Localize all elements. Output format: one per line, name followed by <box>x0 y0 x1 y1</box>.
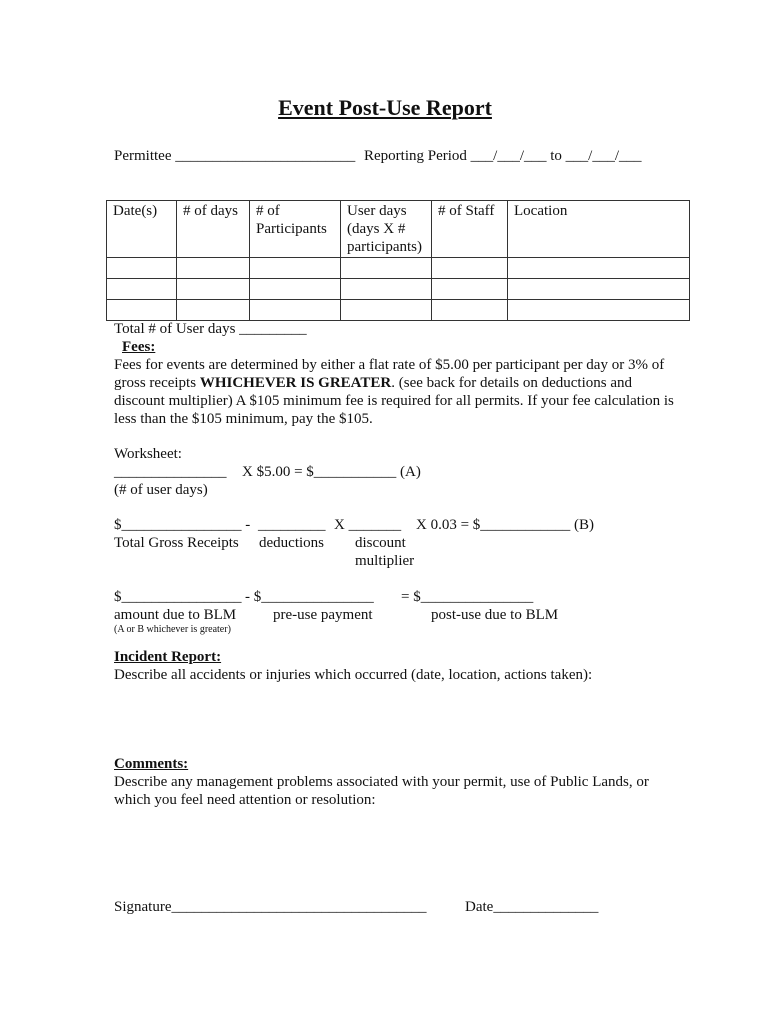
table-cell[interactable] <box>107 258 177 279</box>
comments-response-area[interactable] <box>114 812 674 892</box>
header-participants: # of Participants <box>250 201 341 258</box>
header-dates: Date(s) <box>107 201 177 258</box>
permittee-field[interactable]: Permittee ________________________ <box>114 148 356 164</box>
gross-receipts-input[interactable]: $________________ - <box>114 517 251 533</box>
fees-paragraph: Fees for events are determined by either a flat rate of $5.00 per participant per day or 3% of gross receipts WHICHEVER IS GREATER. (see back for details on deductions and discount multiplier) A $105 minimum fee is required for all permits. If your fee calculation is less than the $105 minimum, pay the $105. <box>114 357 674 427</box>
header-location: Location <box>508 201 690 258</box>
fees-heading: Fees: <box>122 339 156 355</box>
table-cell[interactable] <box>341 258 432 279</box>
table-cell[interactable] <box>508 279 690 300</box>
table-cell[interactable] <box>508 258 690 279</box>
table-row[interactable] <box>107 279 690 300</box>
table-cell[interactable] <box>177 279 250 300</box>
table-cell[interactable] <box>508 300 690 321</box>
incident-heading: Incident Report: <box>114 649 222 665</box>
amount-due-input[interactable]: $________________ <box>114 589 242 605</box>
multiplier-label: multiplier <box>355 553 415 569</box>
deductions-label: deductions <box>259 535 324 551</box>
comments-description: Describe any management problems associated with your permit, use of Public Lands, or which you feel need attention or resolution: <box>114 774 649 808</box>
table-cell[interactable] <box>432 300 508 321</box>
table-cell[interactable] <box>177 300 250 321</box>
line-a-calculation[interactable]: X $5.00 = $___________ (A) <box>242 464 421 480</box>
table-row[interactable] <box>107 300 690 321</box>
incident-response-area[interactable] <box>114 686 674 746</box>
amount-due-label: amount due to BLM <box>114 607 237 623</box>
line-b-calculation[interactable]: X 0.03 = $____________ (B) <box>416 517 595 533</box>
table-cell[interactable] <box>107 279 177 300</box>
total-user-days-field[interactable]: Total # of User days _________ <box>114 321 307 337</box>
gross-receipts-label: Total Gross Receipts <box>114 535 239 551</box>
table-cell[interactable] <box>177 258 250 279</box>
discount-multiplier-input[interactable]: X _______ <box>334 517 402 533</box>
header-staff: # of Staff <box>432 201 508 258</box>
discount-label: discount <box>355 535 406 551</box>
table-cell[interactable] <box>250 258 341 279</box>
user-days-label: (# of user days) <box>114 482 208 498</box>
table-cell[interactable] <box>250 279 341 300</box>
incident-description: Describe all accidents or injuries which occurred (date, location, actions taken): <box>114 667 593 683</box>
header-num-days: # of days <box>177 201 250 258</box>
user-days-table <box>106 200 690 321</box>
user-days-input[interactable]: _______________ <box>114 464 227 480</box>
post-use-label: post-use due to BLM <box>431 607 559 623</box>
date-field[interactable]: Date______________ <box>465 899 599 915</box>
table-cell[interactable] <box>107 300 177 321</box>
page-title: Event Post-Use Report <box>278 95 492 120</box>
worksheet-label: Worksheet: <box>114 446 182 462</box>
header-user-days: User days (days X # participants) <box>341 201 432 258</box>
table-cell[interactable] <box>432 279 508 300</box>
reporting-period-field[interactable]: Reporting Period ___/___/___ to ___/___/___ <box>364 148 642 164</box>
pre-use-label: pre-use payment <box>273 607 373 623</box>
pre-use-payment-input[interactable]: - $_______________ <box>245 589 374 605</box>
table-cell[interactable] <box>341 279 432 300</box>
deductions-input[interactable]: _________ <box>258 517 326 533</box>
table-cell[interactable] <box>250 300 341 321</box>
table-row[interactable] <box>107 258 690 279</box>
table-header-row <box>107 201 690 258</box>
table-cell[interactable] <box>341 300 432 321</box>
post-use-due-input[interactable]: = $_______________ <box>401 589 534 605</box>
signature-field[interactable]: Signature__________________________________ <box>114 899 427 915</box>
comments-heading: Comments: <box>114 756 189 772</box>
a-or-b-note: (A or B whichever is greater) <box>114 624 231 635</box>
table-cell[interactable] <box>432 258 508 279</box>
